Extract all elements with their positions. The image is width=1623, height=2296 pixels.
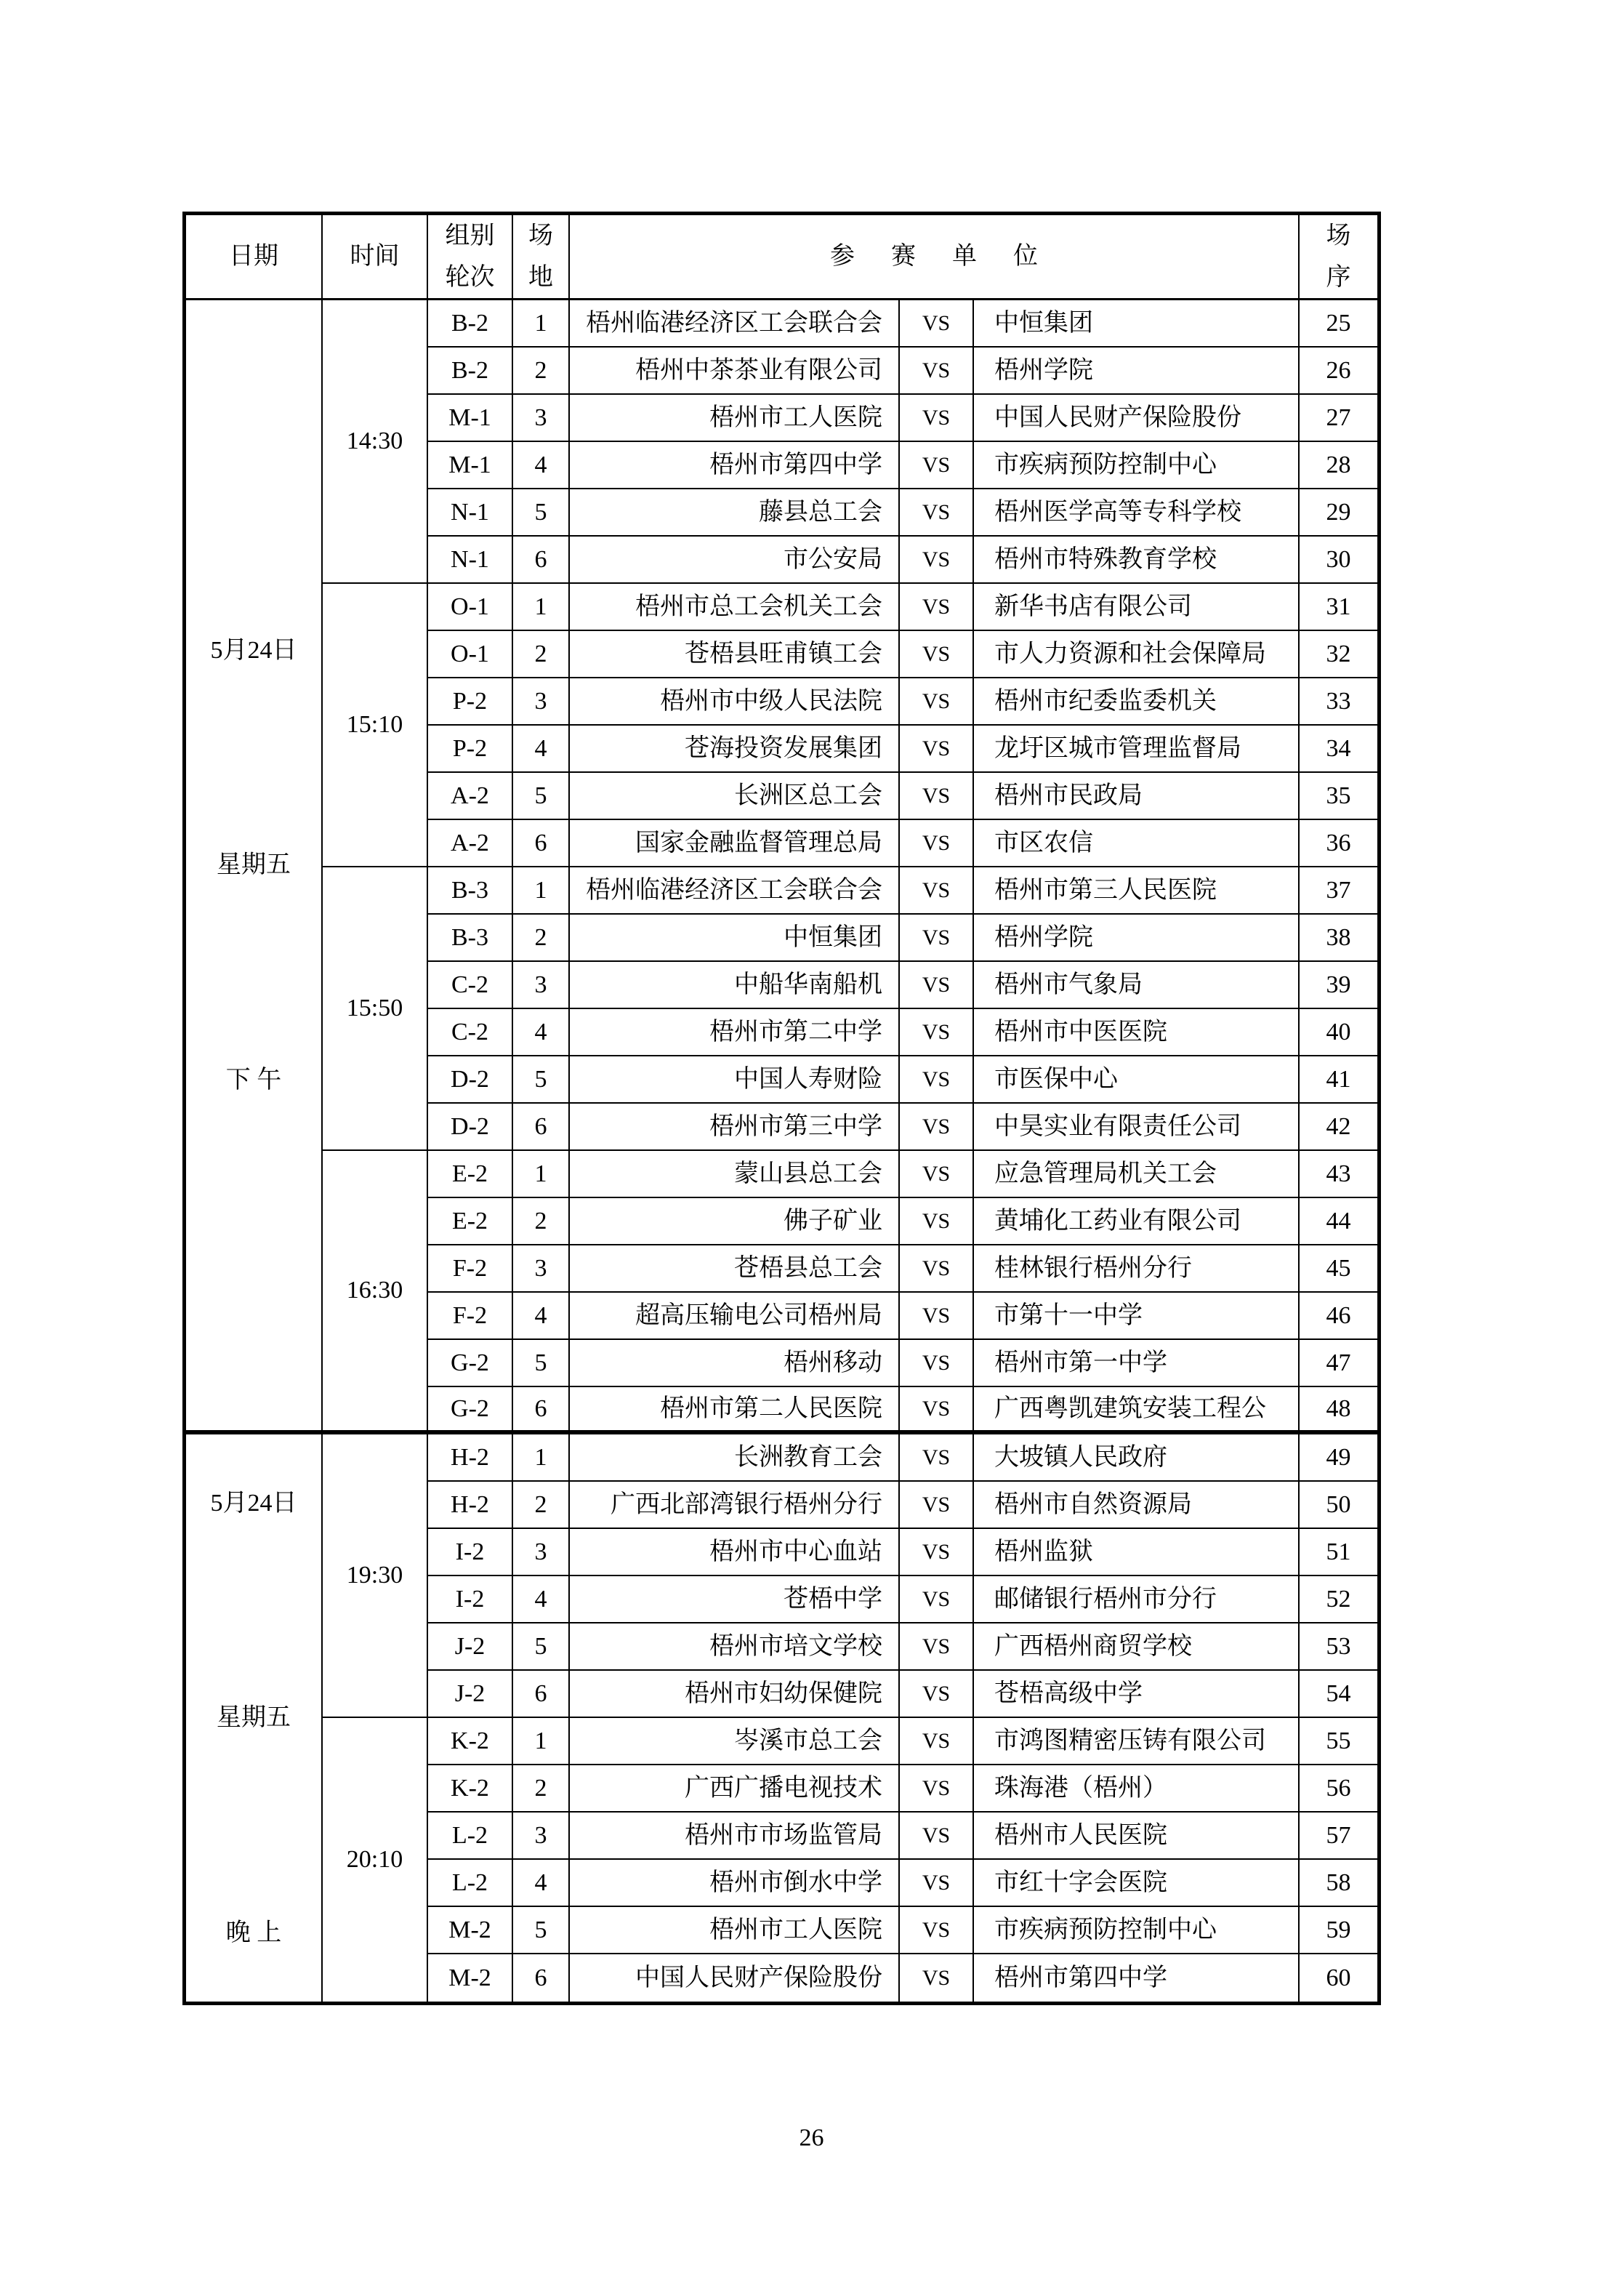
team1-cell: 苍海投资发展集团 (570, 726, 900, 773)
vs-label: VS (900, 1151, 974, 1198)
group-round-cell: M-2 (428, 1907, 513, 1954)
team2-cell: 市区农信 (974, 820, 1300, 867)
team1-cell: 梧州市总工会机关工会 (570, 584, 900, 631)
team2-cell: 梧州市中医医院 (974, 1009, 1300, 1056)
vs-label: VS (900, 1387, 974, 1434)
team2-cell: 大坡镇人民政府 (974, 1434, 1300, 1482)
team2-cell: 市医保中心 (974, 1056, 1300, 1104)
team1-cell: 梧州市第二人民医院 (570, 1387, 900, 1434)
match-order-cell: 36 (1300, 820, 1377, 867)
team2-cell: 中昊实业有限责任公司 (974, 1104, 1300, 1151)
match-order-cell: 57 (1300, 1813, 1377, 1860)
group-round-cell: J-2 (428, 1623, 513, 1671)
team1-cell: 国家金融监督管理总局 (570, 820, 900, 867)
vs-label: VS (900, 962, 974, 1009)
match-order-cell: 25 (1300, 300, 1377, 348)
team2-cell: 桂林银行梧州分行 (974, 1245, 1300, 1293)
group-round-cell: C-2 (428, 1009, 513, 1056)
time-cell: 15:10 (323, 584, 428, 867)
team1-cell: 中国人民财产保险股份 (570, 1954, 900, 2002)
vs-label: VS (900, 1198, 974, 1245)
group-round-cell: I-2 (428, 1576, 513, 1623)
team1-cell: 佛子矿业 (570, 1198, 900, 1245)
time-cell: 14:30 (323, 300, 428, 584)
date-cell (186, 300, 323, 1434)
court-number-cell: 2 (513, 1765, 570, 1813)
group-round-cell: G-2 (428, 1340, 513, 1387)
team1-cell: 中恒集团 (570, 915, 900, 962)
team1-cell: 梧州移动 (570, 1340, 900, 1387)
court-number-cell: 3 (513, 1529, 570, 1576)
team2-cell: 广西梧州商贸学校 (974, 1623, 1300, 1671)
court-number-cell: 3 (513, 678, 570, 726)
team2-cell: 市鸿图精密压铸有限公司 (974, 1718, 1300, 1765)
team1-cell: 苍梧中学 (570, 1576, 900, 1623)
team1-cell: 梧州市第三中学 (570, 1104, 900, 1151)
match-order-cell: 49 (1300, 1434, 1377, 1482)
match-order-cell: 28 (1300, 442, 1377, 489)
team2-cell: 梧州市民政局 (974, 773, 1300, 820)
team2-cell: 广西粤凯建筑安装工程公 (974, 1387, 1300, 1434)
group-round-cell: F-2 (428, 1245, 513, 1293)
date-line: 下 午 (225, 1066, 282, 1093)
team1-cell: 梧州临港经济区工会联合会 (570, 300, 900, 348)
vs-label: VS (900, 1482, 974, 1529)
court-number-cell: 1 (513, 300, 570, 348)
court-number-cell: 5 (513, 489, 570, 537)
match-order-cell: 60 (1326, 1964, 1351, 1991)
court-number-cell: 2 (513, 915, 570, 962)
team2-cell: 梧州市人民医院 (974, 1813, 1300, 1860)
court-number-cell: 4 (513, 1576, 570, 1623)
vs-label: VS (900, 773, 974, 820)
vs-label: VS (900, 537, 974, 584)
vs-label: VS (900, 1718, 974, 1765)
team2-cell: 新华书店有限公司 (974, 584, 1300, 631)
group-round-cell: E-2 (428, 1198, 513, 1245)
team2-cell: 梧州市特殊教育学校 (974, 537, 1300, 584)
court-number-cell: 3 (513, 962, 570, 1009)
team2-cell: 梧州监狱 (974, 1529, 1300, 1576)
vs-label: VS (900, 1340, 974, 1387)
team1-cell: 岑溪市总工会 (570, 1718, 900, 1765)
team2-cell: 应急管理局机关工会 (974, 1151, 1300, 1198)
team1-cell: 梧州市市场监管局 (570, 1813, 900, 1860)
vs-label: VS (900, 348, 974, 395)
match-order-cell: 54 (1300, 1671, 1377, 1718)
team1-cell: 广西北部湾银行梧州分行 (570, 1482, 900, 1529)
match-order-cell: 52 (1300, 1576, 1377, 1623)
group-round-cell: M-1 (428, 395, 513, 442)
date-line: 5月24日 (210, 636, 297, 664)
date-line: 星期五 (217, 1704, 291, 1732)
team2-cell: 中恒集团 (974, 300, 1300, 348)
match-order-cell: 43 (1300, 1151, 1377, 1198)
team1-cell: 长洲教育工会 (570, 1434, 900, 1482)
court-number-cell: 5 (513, 1623, 570, 1671)
vs-label: VS (900, 1576, 974, 1623)
date-line: 晚 上 (225, 1919, 282, 1946)
team1-cell: 梧州市妇幼保健院 (570, 1671, 900, 1718)
team1-cell: 梧州市培文学校 (570, 1623, 900, 1671)
match-order-cell: 39 (1300, 962, 1377, 1009)
court-number-cell: 4 (513, 442, 570, 489)
court-number-cell: 6 (513, 820, 570, 867)
team2-cell: 中国人民财产保险股份 (974, 395, 1300, 442)
team1-cell: 苍梧县旺甫镇工会 (570, 631, 900, 678)
court-number-cell: 1 (513, 584, 570, 631)
match-order-cell: 34 (1300, 726, 1377, 773)
team1-cell: 梧州市倒水中学 (570, 1860, 900, 1907)
header-date: 日期 (186, 215, 323, 300)
team2-cell: 苍梧高级中学 (974, 1671, 1300, 1718)
court-number-cell: 6 (513, 1671, 570, 1718)
group-round-cell: I-2 (428, 1529, 513, 1576)
court-number-cell: 1 (513, 867, 570, 915)
group-round-cell: M-1 (428, 442, 513, 489)
header-group-round-line1: 组别 (445, 222, 495, 249)
match-order-cell: 40 (1300, 1009, 1377, 1056)
vs-label: VS (900, 1907, 974, 1954)
vs-label: VS (900, 1245, 974, 1293)
header-court (513, 215, 570, 300)
match-order-cell: 38 (1300, 915, 1377, 962)
team1-cell: 梧州市中心血站 (570, 1529, 900, 1576)
court-number-cell: 6 (513, 1954, 570, 2002)
team1-cell: 梧州临港经济区工会联合会 (570, 867, 900, 915)
team1-cell: 梧州市中级人民法院 (570, 678, 900, 726)
vs-label: VS (900, 395, 974, 442)
header-match-order-line1: 场 (1326, 222, 1351, 249)
team1-cell: 藤县总工会 (570, 489, 900, 537)
vs-label: VS (900, 1813, 974, 1860)
team1-cell: 梧州市第四中学 (570, 442, 900, 489)
team1-cell: 长洲区总工会 (570, 773, 900, 820)
group-round-cell: K-2 (428, 1765, 513, 1813)
group-round-cell: G-2 (428, 1387, 513, 1434)
group-round-cell: H-2 (428, 1482, 513, 1529)
group-round-cell: F-2 (428, 1293, 513, 1340)
team1-cell: 苍梧县总工会 (570, 1245, 900, 1293)
date-cell (186, 1434, 323, 2002)
group-round-cell: M-2 (428, 1954, 513, 2002)
court-number-cell: 6 (513, 537, 570, 584)
group-round-cell: B-3 (428, 867, 513, 915)
team2-cell: 梧州市第四中学 (974, 1954, 1300, 2002)
vs-label: VS (900, 678, 974, 726)
group-round-cell: N-1 (428, 489, 513, 537)
group-round-cell: P-2 (428, 726, 513, 773)
team2-cell: 梧州医学高等专科学校 (974, 489, 1300, 537)
match-order-cell: 42 (1300, 1104, 1377, 1151)
match-order-cell: 35 (1300, 773, 1377, 820)
group-round-cell: B-2 (428, 348, 513, 395)
vs-label: VS (900, 442, 974, 489)
team2-cell: 市人力资源和社会保障局 (974, 631, 1300, 678)
team2-cell: 市疾病预防控制中心 (974, 442, 1300, 489)
match-order-cell: 26 (1300, 348, 1377, 395)
team1-cell: 梧州市工人医院 (570, 395, 900, 442)
match-order-cell: 59 (1300, 1907, 1377, 1954)
match-order-cell: 44 (1300, 1198, 1377, 1245)
group-round-cell: N-1 (428, 537, 513, 584)
court-number-cell: 6 (513, 1104, 570, 1151)
header-time: 时间 (323, 215, 428, 300)
team2-cell: 珠海港（梧州） (974, 1765, 1300, 1813)
court-number-cell: 5 (513, 1340, 570, 1387)
match-order-cell: 31 (1300, 584, 1377, 631)
vs-label: VS (900, 1009, 974, 1056)
team1-cell: 广西广播电视技术 (570, 1765, 900, 1813)
team2-cell: 梧州市纪委监委机关 (974, 678, 1300, 726)
team2-cell: 梧州市气象局 (974, 962, 1300, 1009)
court-number-cell: 5 (513, 1907, 570, 1954)
match-order-cell: 30 (1300, 537, 1377, 584)
vs-label: VS (900, 867, 974, 915)
team1-cell: 梧州中茶茶业有限公司 (570, 348, 900, 395)
vs-label: VS (900, 1434, 974, 1482)
court-number-cell: 4 (513, 1860, 570, 1907)
group-round-cell: J-2 (428, 1671, 513, 1718)
group-round-cell: L-2 (428, 1860, 513, 1907)
match-order-cell: 33 (1300, 678, 1377, 726)
vs-label: VS (900, 1671, 974, 1718)
match-order-cell: 29 (1300, 489, 1377, 537)
match-order-cell: 45 (1300, 1245, 1377, 1293)
match-schedule-table (182, 212, 1381, 2005)
match-order-cell: 56 (1300, 1765, 1377, 1813)
header-match-order-line2: 序 (1326, 264, 1351, 291)
match-order-cell: 51 (1300, 1529, 1377, 1576)
team2-cell: 梧州市第一中学 (974, 1340, 1300, 1387)
vs-label: VS (900, 584, 974, 631)
group-round-cell: A-2 (428, 820, 513, 867)
team2-cell: 梧州市自然资源局 (974, 1482, 1300, 1529)
court-number-cell: 4 (513, 726, 570, 773)
court-number-cell: 3 (513, 1245, 570, 1293)
court-number-cell: 4 (513, 1293, 570, 1340)
match-order-cell: 55 (1300, 1718, 1377, 1765)
team2-cell: 黄埔化工药业有限公司 (974, 1198, 1300, 1245)
match-order-cell: 58 (1300, 1860, 1377, 1907)
group-round-cell: A-2 (428, 773, 513, 820)
match-order-cell: 46 (1300, 1293, 1377, 1340)
team2-cell: 梧州市第三人民医院 (974, 867, 1300, 915)
match-order-cell: 41 (1300, 1056, 1377, 1104)
page-number: 26 (799, 2124, 824, 2151)
team2-cell: 市红十字会医院 (974, 1860, 1300, 1907)
vs-label: VS (900, 1529, 974, 1576)
vs-label: VS (900, 489, 974, 537)
court-number-cell: 4 (513, 1009, 570, 1056)
vs-label: VS (900, 820, 974, 867)
court-number-cell: 5 (513, 773, 570, 820)
team2-cell: 龙圩区城市管理监督局 (974, 726, 1300, 773)
court-number-cell: 1 (513, 1434, 570, 1482)
header-group-round-line2: 轮次 (445, 264, 495, 291)
time-cell: 20:10 (323, 1718, 428, 2002)
match-order-cell: 32 (1300, 631, 1377, 678)
header-group-round (428, 215, 513, 300)
group-round-cell: B-3 (428, 915, 513, 962)
match-order-cell: 47 (1300, 1340, 1377, 1387)
time-cell: 19:30 (323, 1434, 428, 1718)
vs-label: VS (900, 915, 974, 962)
vs-label: VS (900, 1623, 974, 1671)
group-round-cell: D-2 (428, 1104, 513, 1151)
time-cell: 15:50 (323, 867, 428, 1151)
court-number-cell: 2 (513, 1198, 570, 1245)
court-number-cell: 1 (513, 1718, 570, 1765)
match-order-cell: 37 (1300, 867, 1377, 915)
court-number-cell: 2 (513, 348, 570, 395)
time-cell: 16:30 (323, 1151, 428, 1434)
vs-label: VS (900, 1104, 974, 1151)
team2-cell: 市疾病预防控制中心 (974, 1907, 1300, 1954)
team1-cell: 梧州市第二中学 (570, 1009, 900, 1056)
vs-label: VS (900, 300, 974, 348)
header-match-order (1300, 215, 1377, 300)
group-round-cell: D-2 (428, 1056, 513, 1104)
court-number-cell: 5 (513, 1056, 570, 1104)
team2-cell: 梧州学院 (974, 915, 1300, 962)
group-round-cell: O-1 (428, 584, 513, 631)
match-order-cell: 48 (1300, 1387, 1377, 1434)
team1-cell: 蒙山县总工会 (570, 1151, 900, 1198)
group-round-cell: P-2 (428, 678, 513, 726)
match-order-cell: 53 (1300, 1623, 1377, 1671)
vs-label: VS (900, 1860, 974, 1907)
group-round-cell: O-1 (428, 631, 513, 678)
date-line: 星期五 (217, 851, 291, 879)
group-round-cell: H-2 (428, 1434, 513, 1482)
team1-cell: 梧州市工人医院 (570, 1907, 900, 1954)
team2-cell: 梧州学院 (974, 348, 1300, 395)
header-teams: 参赛单位 (570, 215, 1300, 300)
team2-cell: 市第十一中学 (974, 1293, 1300, 1340)
vs-label: VS (900, 1954, 974, 2002)
match-order-cell: 27 (1300, 395, 1377, 442)
court-number-cell: 1 (513, 1151, 570, 1198)
court-number-cell: 6 (513, 1387, 570, 1434)
court-number-cell: 2 (513, 631, 570, 678)
vs-label: VS (900, 1293, 974, 1340)
date-line: 5月24日 (210, 1489, 297, 1517)
court-number-cell: 3 (513, 395, 570, 442)
team1-cell: 市公安局 (570, 537, 900, 584)
group-round-cell: K-2 (428, 1718, 513, 1765)
court-number-cell: 2 (513, 1482, 570, 1529)
court-number-cell: 3 (513, 1813, 570, 1860)
group-round-cell: E-2 (428, 1151, 513, 1198)
team1-cell: 中船华南船机 (570, 962, 900, 1009)
group-round-cell: L-2 (428, 1813, 513, 1860)
group-round-cell: C-2 (428, 962, 513, 1009)
group-round-cell: B-2 (428, 300, 513, 348)
team1-cell: 超高压输电公司梧州局 (570, 1293, 900, 1340)
team2-cell: 邮储银行梧州市分行 (974, 1576, 1300, 1623)
header-court-line1: 场 (528, 222, 553, 249)
match-order-cell: 50 (1300, 1482, 1377, 1529)
vs-label: VS (900, 1056, 974, 1104)
team1-cell: 中国人寿财险 (570, 1056, 900, 1104)
header-court-line2: 地 (528, 264, 553, 291)
vs-label: VS (900, 1765, 974, 1813)
vs-label: VS (900, 726, 974, 773)
vs-label: VS (900, 631, 974, 678)
